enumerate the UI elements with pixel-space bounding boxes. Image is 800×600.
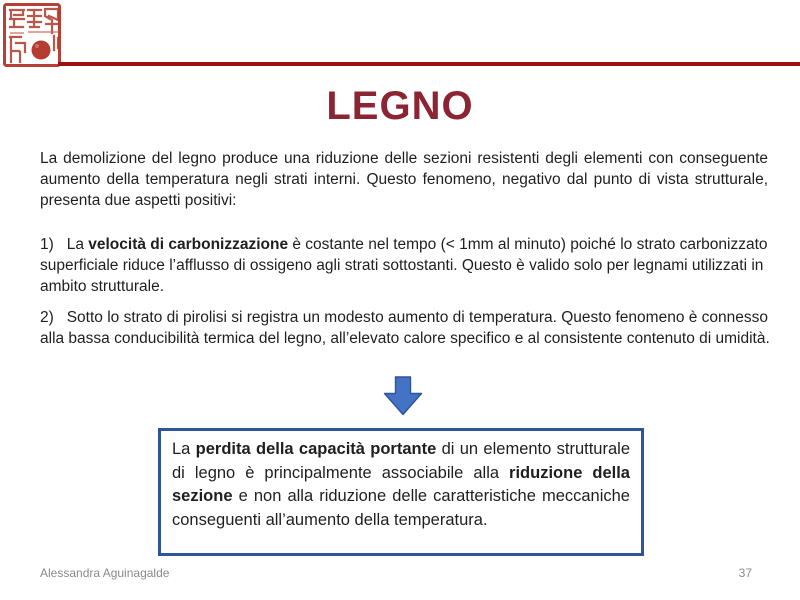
chinese-seal-stamp-icon [2,2,62,68]
footer-page-number: 37 [738,566,752,580]
down-arrow-icon [383,376,423,416]
header-rule [58,62,800,66]
list-item-2: 2) Sotto lo strato di pirolisi si registra un modesto aumento di temperatura. Questo fenomeno è connesso alla bassa conducibilità termica del legno, all’elevato calore specifico e al consistente contenuto di umidità. [40,309,770,347]
intro-paragraph: La demolizione del legno produce una riduzione delle sezioni resistenti degli elementi con conseguente aumento della temperatura negli strati interni. Questo fenomeno, negativo dal punto di vista strutturale, presenta due aspetti positivi: [40,150,768,209]
page-title: LEGNO [326,84,474,128]
list-item-1: 1) La velocità di carbonizzazione è costante nel tempo (< 1mm al minuto) poiché lo strato carbonizzato superficiale riduce l’afflusso di ossigeno agli strati sottostanti. Questo è valido solo per legnami utilizzati in ambito strutturale. [40,236,768,295]
footer-author: Alessandra Aguinagalde [40,566,170,580]
callout-box: La perdita della capacità portante di un elemento strutturale di legno è principalmente associabile alla riduzione della sezione e non alla riduzione delle caratteristiche meccaniche conseguenti all’aumento della temperatura. [158,428,644,556]
